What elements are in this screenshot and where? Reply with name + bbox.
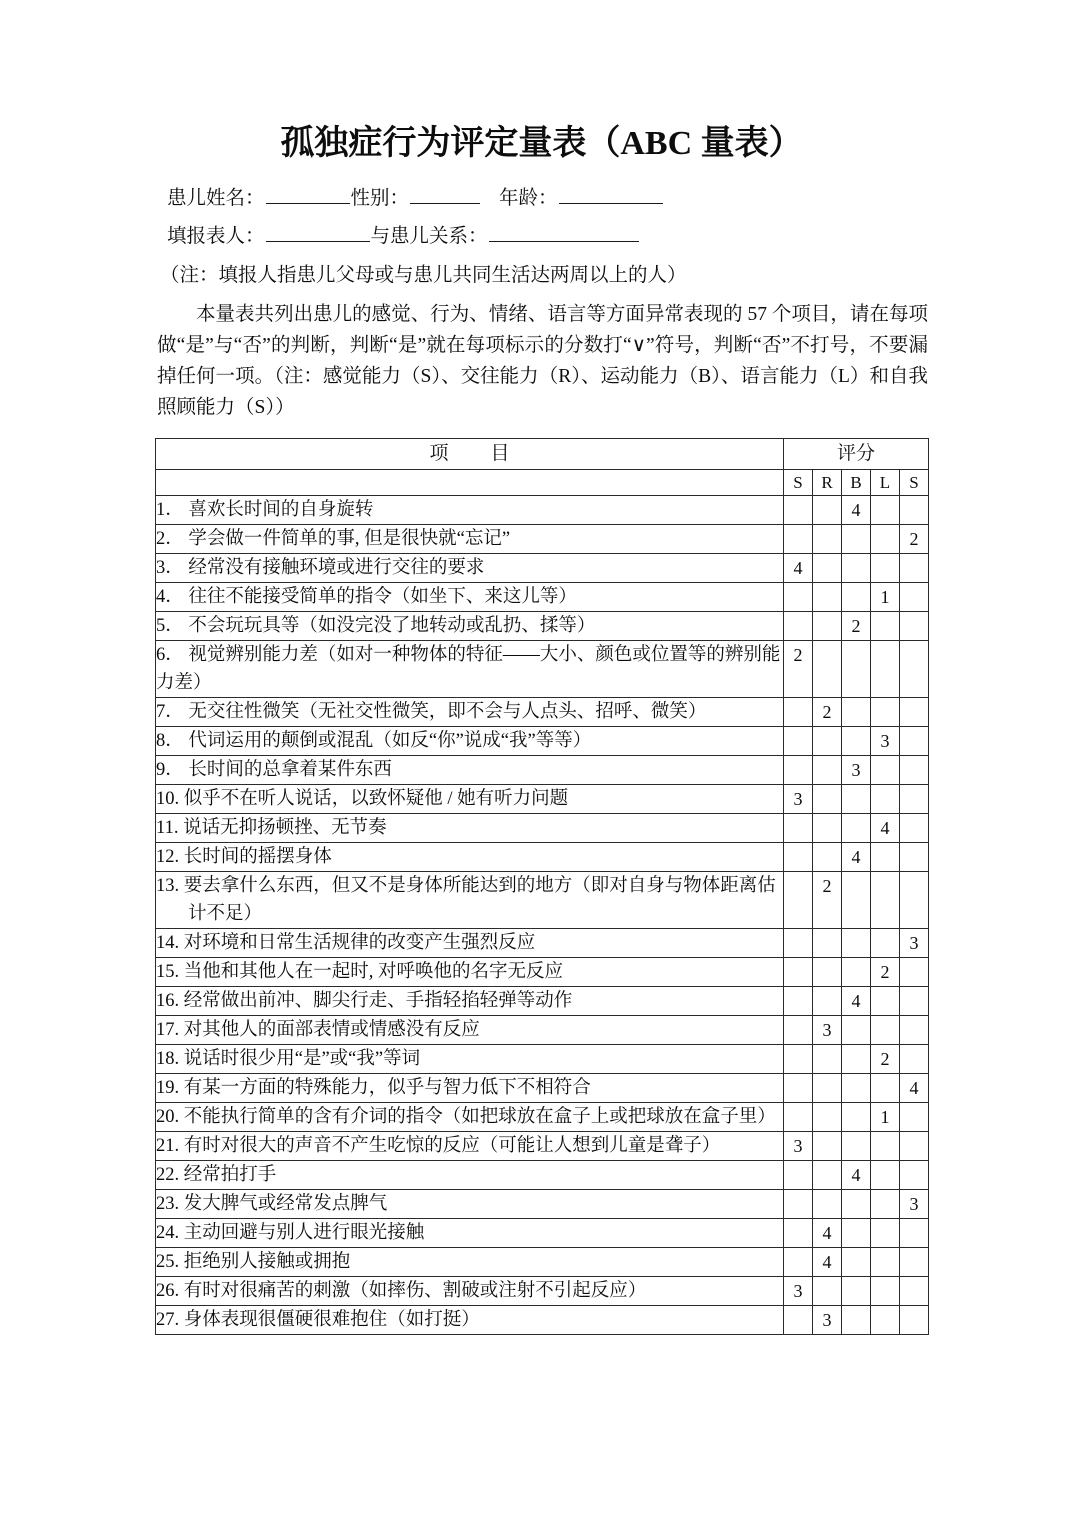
score-cell-s-5[interactable]: 3 bbox=[900, 1190, 929, 1219]
score-cell-l-4[interactable]: 3 bbox=[871, 727, 900, 756]
score-cell-b-3[interactable]: 2 bbox=[842, 612, 871, 641]
table-row bbox=[156, 727, 929, 756]
item-text: 12. 长时间的摇摆身体 bbox=[156, 847, 332, 867]
score-cell-r-2[interactable] bbox=[813, 1161, 842, 1190]
item-text-cell bbox=[156, 1016, 784, 1045]
score-cell-r-2[interactable] bbox=[813, 929, 842, 958]
column-header-s2: S bbox=[900, 470, 929, 496]
score-cell-l-4[interactable] bbox=[871, 612, 900, 641]
score-cell-r-2[interactable] bbox=[813, 525, 842, 554]
score-cell-b-3[interactable] bbox=[842, 1016, 871, 1045]
score-cell-b-3[interactable] bbox=[842, 1248, 871, 1277]
score-cell-s-1[interactable] bbox=[784, 612, 813, 641]
patient-sex-label: 性别： bbox=[350, 187, 410, 209]
table-row bbox=[156, 1016, 929, 1045]
score-cell-l-4[interactable]: 2 bbox=[871, 958, 900, 987]
score-cell-l-4[interactable]: 1 bbox=[871, 583, 900, 612]
score-cell-s-1[interactable] bbox=[784, 727, 813, 756]
column-header-score-group: 评分 bbox=[784, 439, 929, 470]
table-row bbox=[156, 929, 929, 958]
score-cell-b-3[interactable] bbox=[842, 929, 871, 958]
table-row bbox=[156, 1190, 929, 1219]
score-cell-r-2[interactable] bbox=[813, 814, 842, 843]
score-cell-l-4[interactable] bbox=[871, 785, 900, 814]
column-header-l: L bbox=[871, 470, 900, 496]
score-cell-l-4[interactable] bbox=[871, 1190, 900, 1219]
score-cell-l-4[interactable] bbox=[871, 525, 900, 554]
reporter-note: （注：填报人指患儿父母或与患儿共同生活达两周以上的人） bbox=[160, 264, 687, 286]
table-row bbox=[156, 1161, 929, 1190]
score-cell-s-5[interactable] bbox=[900, 641, 929, 698]
score-cell-b-3[interactable] bbox=[842, 1074, 871, 1103]
score-cell-r-2[interactable] bbox=[813, 756, 842, 785]
table-row bbox=[156, 583, 929, 612]
score-cell-b-3[interactable] bbox=[842, 727, 871, 756]
score-cell-s-1[interactable]: 2 bbox=[784, 641, 813, 698]
score-cell-s-5[interactable] bbox=[900, 1161, 929, 1190]
score-cell-r-2[interactable] bbox=[813, 1103, 842, 1132]
score-cell-r-2[interactable] bbox=[813, 785, 842, 814]
score-cell-r-2[interactable] bbox=[813, 1045, 842, 1074]
patient-sex-field[interactable] bbox=[410, 186, 480, 204]
score-cell-b-3[interactable] bbox=[842, 1103, 871, 1132]
score-cell-s-1[interactable] bbox=[784, 698, 813, 727]
score-cell-b-3[interactable] bbox=[842, 1306, 871, 1335]
item-text: 4． 往往不能接受简单的指令（如坐下、来这儿等） bbox=[156, 587, 577, 607]
table-row bbox=[156, 1306, 929, 1335]
table-row bbox=[156, 641, 929, 698]
score-cell-s-1[interactable] bbox=[784, 929, 813, 958]
score-cell-l-4[interactable] bbox=[871, 1161, 900, 1190]
item-text: 18. 说话时很少用“是”或“我”等词 bbox=[156, 1049, 421, 1069]
column-header-s1: S bbox=[784, 470, 813, 496]
item-text: 22. 经常拍打手 bbox=[156, 1165, 277, 1185]
score-cell-r-2[interactable]: 3 bbox=[813, 1016, 842, 1045]
column-header-b: B bbox=[842, 470, 871, 496]
score-cell-r-2[interactable]: 2 bbox=[813, 872, 842, 929]
score-cell-s-5[interactable]: 2 bbox=[900, 525, 929, 554]
patient-age-label: 年龄： bbox=[499, 187, 558, 209]
score-cell-r-2[interactable] bbox=[813, 1074, 842, 1103]
item-text-cell bbox=[156, 1248, 784, 1277]
score-cell-b-3[interactable] bbox=[842, 1132, 871, 1161]
score-cell-s-5[interactable] bbox=[900, 1045, 929, 1074]
relation-field[interactable] bbox=[489, 224, 639, 242]
item-text-cell bbox=[156, 785, 784, 814]
score-cell-r-2[interactable] bbox=[813, 496, 842, 525]
table-row bbox=[156, 1103, 929, 1132]
score-cell-s-1[interactable] bbox=[784, 525, 813, 554]
score-cell-l-4[interactable] bbox=[871, 1074, 900, 1103]
table-row bbox=[156, 1219, 929, 1248]
item-header-char-2: 目 bbox=[490, 443, 510, 464]
score-cell-s-5[interactable] bbox=[900, 814, 929, 843]
table-row bbox=[156, 525, 929, 554]
score-cell-l-4[interactable] bbox=[871, 1248, 900, 1277]
table-row bbox=[156, 814, 929, 843]
table-body bbox=[156, 496, 929, 1335]
item-text: 17. 对其他人的面部表情或情感没有反应 bbox=[156, 1020, 480, 1040]
item-text-cell bbox=[156, 727, 784, 756]
item-text-cell bbox=[156, 612, 784, 641]
score-cell-s-1[interactable] bbox=[784, 1074, 813, 1103]
score-cell-s-1[interactable] bbox=[784, 1306, 813, 1335]
score-cell-s-5[interactable] bbox=[900, 872, 929, 929]
score-cell-l-4[interactable] bbox=[871, 1132, 900, 1161]
score-cell-s-5[interactable] bbox=[900, 554, 929, 583]
item-text-cell bbox=[156, 1132, 784, 1161]
patient-name-label: 患儿姓名： bbox=[167, 187, 265, 209]
column-header-item bbox=[156, 439, 784, 470]
item-text: 15. 当他和其他人在一起时, 对呼唤他的名字无反应 bbox=[156, 962, 564, 982]
score-cell-s-1[interactable] bbox=[784, 583, 813, 612]
item-text-cell bbox=[156, 756, 784, 785]
score-cell-s-5[interactable] bbox=[900, 698, 929, 727]
item-text: 10. 似乎不在听人说话，以致怀疑他 / 她有听力问题 bbox=[156, 789, 569, 809]
item-text-cell bbox=[156, 1219, 784, 1248]
score-cell-l-4[interactable] bbox=[871, 698, 900, 727]
reporter-info-line bbox=[155, 208, 928, 247]
score-cell-r-2[interactable] bbox=[813, 1190, 842, 1219]
score-cell-s-5[interactable]: 4 bbox=[900, 1074, 929, 1103]
score-cell-s-1[interactable]: 3 bbox=[784, 1277, 813, 1306]
item-text: 19. 有某一方面的特殊能力，似乎与智力低下不相符合 bbox=[156, 1078, 591, 1098]
score-cell-b-3[interactable] bbox=[842, 1219, 871, 1248]
score-cell-l-4[interactable] bbox=[871, 1306, 900, 1335]
score-cell-b-3[interactable]: 4 bbox=[842, 496, 871, 525]
score-cell-s-1[interactable] bbox=[784, 1016, 813, 1045]
reporter-label: 填报表人： bbox=[167, 226, 265, 247]
instructions-paragraph: 本量表共列出患儿的感觉、行为、情绪、语言等方面异常表现的 57 个项目，请在每项做“是”与“否”的判断，判断“是”就在每项标示的分数打“∨”符号，判断“否”不打号，不要漏掉任何一项。（注：感觉能力（S）、交往能力（R）、运动能力（B）、语言能力（L）和自我照顾能力（S）） bbox=[157, 304, 928, 418]
item-text: 2． 学会做一件简单的事, 但是很快就“忘记” bbox=[156, 529, 511, 549]
score-cell-r-2[interactable] bbox=[813, 987, 842, 1016]
score-cell-s-1[interactable] bbox=[784, 756, 813, 785]
score-cell-b-3[interactable]: 4 bbox=[842, 987, 871, 1016]
item-text: 7． 无交往性微笑（无社交性微笑，即不会与人点头、招呼、微笑） bbox=[156, 702, 707, 722]
relation-label: 与患儿关系： bbox=[370, 226, 488, 247]
item-text: 21. 有时对很大的声音不产生吃惊的反应（可能让人想到儿童是聋子） bbox=[156, 1136, 721, 1156]
item-text-cell bbox=[156, 987, 784, 1016]
score-cell-s-1[interactable] bbox=[784, 843, 813, 872]
score-cell-s-5[interactable] bbox=[900, 756, 929, 785]
score-cell-r-2[interactable] bbox=[813, 958, 842, 987]
score-cell-s-1[interactable] bbox=[784, 1161, 813, 1190]
score-cell-s-5[interactable] bbox=[900, 785, 929, 814]
table-header-row-letters bbox=[156, 470, 929, 496]
table-row bbox=[156, 698, 929, 727]
score-cell-r-2[interactable] bbox=[813, 727, 842, 756]
score-cell-b-3[interactable] bbox=[842, 583, 871, 612]
item-text: 6． 视觉辨别能力差（如对一种物体的特征——大小、颜色或位置等的辨别能力差） bbox=[156, 645, 781, 693]
score-cell-r-2[interactable]: 4 bbox=[813, 1248, 842, 1277]
score-cell-b-3[interactable] bbox=[842, 1045, 871, 1074]
item-text: 3． 经常没有接触环境或进行交往的要求 bbox=[156, 558, 485, 578]
item-text: 27. 身体表现很僵硬很难抱住（如打挺） bbox=[156, 1310, 480, 1330]
table-row bbox=[156, 958, 929, 987]
empty-header-cell bbox=[156, 470, 784, 496]
table-row bbox=[156, 785, 929, 814]
score-cell-l-4[interactable] bbox=[871, 1219, 900, 1248]
score-cell-s-1[interactable] bbox=[784, 872, 813, 929]
score-cell-l-4[interactable] bbox=[871, 872, 900, 929]
item-text-cell bbox=[156, 1190, 784, 1219]
score-cell-s-5[interactable] bbox=[900, 1103, 929, 1132]
score-cell-s-1[interactable]: 3 bbox=[784, 1132, 813, 1161]
score-cell-l-4[interactable] bbox=[871, 496, 900, 525]
score-cell-l-4[interactable] bbox=[871, 987, 900, 1016]
score-cell-s-5[interactable] bbox=[900, 1132, 929, 1161]
score-cell-l-4[interactable]: 1 bbox=[871, 1103, 900, 1132]
score-cell-l-4[interactable] bbox=[871, 554, 900, 583]
score-cell-b-3[interactable] bbox=[842, 958, 871, 987]
score-cell-s-1[interactable] bbox=[784, 1103, 813, 1132]
item-text-cell bbox=[156, 496, 784, 525]
table-row bbox=[156, 1074, 929, 1103]
table-row bbox=[156, 1045, 929, 1074]
item-text-cell bbox=[156, 814, 784, 843]
score-cell-b-3[interactable]: 4 bbox=[842, 1161, 871, 1190]
score-cell-s-5[interactable] bbox=[900, 1219, 929, 1248]
score-cell-l-4[interactable]: 2 bbox=[871, 1045, 900, 1074]
score-cell-r-2[interactable]: 3 bbox=[813, 1306, 842, 1335]
item-text: 24. 主动回避与别人进行眼光接触 bbox=[156, 1223, 425, 1243]
score-cell-b-3[interactable] bbox=[842, 872, 871, 929]
score-cell-s-1[interactable] bbox=[784, 496, 813, 525]
score-cell-l-4[interactable] bbox=[871, 756, 900, 785]
score-cell-s-1[interactable] bbox=[784, 987, 813, 1016]
score-cell-b-3[interactable] bbox=[842, 1277, 871, 1306]
score-cell-b-3[interactable] bbox=[842, 785, 871, 814]
score-cell-r-2[interactable] bbox=[813, 1277, 842, 1306]
score-cell-s-5[interactable] bbox=[900, 583, 929, 612]
item-text-cell bbox=[156, 698, 784, 727]
score-cell-s-5[interactable] bbox=[900, 1248, 929, 1277]
item-text-cell bbox=[156, 1306, 784, 1335]
score-cell-b-3[interactable] bbox=[842, 554, 871, 583]
item-text: 13. 要去拿什么东西，但又不是身体所能达到的地方（即对自身与物体距离估计不足） bbox=[156, 876, 776, 924]
score-cell-r-2[interactable] bbox=[813, 554, 842, 583]
column-header-r: R bbox=[813, 470, 842, 496]
table-row bbox=[156, 843, 929, 872]
item-text: 14. 对环境和日常生活规律的改变产生强烈反应 bbox=[156, 933, 536, 953]
score-cell-b-3[interactable] bbox=[842, 525, 871, 554]
score-cell-b-3[interactable] bbox=[842, 698, 871, 727]
table-row bbox=[156, 612, 929, 641]
reporter-name-field[interactable] bbox=[266, 224, 370, 242]
score-cell-r-2[interactable] bbox=[813, 583, 842, 612]
item-text-cell bbox=[156, 958, 784, 987]
table-row bbox=[156, 496, 929, 525]
item-text: 20. 不能执行简单的含有介词的指令（如把球放在盒子上或把球放在盒子里） bbox=[156, 1107, 776, 1127]
patient-age-field[interactable] bbox=[559, 186, 663, 204]
item-text: 23. 发大脾气或经常发点脾气 bbox=[156, 1194, 388, 1214]
score-cell-b-3[interactable] bbox=[842, 641, 871, 698]
item-text-cell bbox=[156, 1074, 784, 1103]
score-cell-r-2[interactable]: 2 bbox=[813, 698, 842, 727]
item-text: 25. 拒绝别人接触或拥抱 bbox=[156, 1252, 351, 1272]
score-cell-s-1[interactable]: 3 bbox=[784, 785, 813, 814]
score-cell-s-5[interactable] bbox=[900, 727, 929, 756]
score-cell-s-1[interactable] bbox=[784, 814, 813, 843]
score-cell-s-5[interactable] bbox=[900, 843, 929, 872]
score-cell-s-1[interactable] bbox=[784, 958, 813, 987]
score-cell-s-1[interactable] bbox=[784, 1190, 813, 1219]
item-text: 9． 长时间的总拿着某件东西 bbox=[156, 760, 392, 780]
patient-name-field[interactable] bbox=[266, 186, 350, 204]
patient-info-line bbox=[155, 166, 928, 209]
item-text: 26. 有时对很痛苦的刺激（如摔伤、割破或注射不引起反应） bbox=[156, 1281, 647, 1301]
score-cell-l-4[interactable]: 4 bbox=[871, 814, 900, 843]
page-content bbox=[155, 0, 928, 1335]
score-cell-r-2[interactable] bbox=[813, 1132, 842, 1161]
item-text: 5． 不会玩玩具等（如没完没了地转动或乱扔、揉等） bbox=[156, 616, 596, 636]
score-cell-l-4[interactable] bbox=[871, 1016, 900, 1045]
item-text-cell bbox=[156, 929, 784, 958]
table-row bbox=[156, 1277, 929, 1306]
score-cell-r-2[interactable] bbox=[813, 641, 842, 698]
score-cell-b-3[interactable] bbox=[842, 1190, 871, 1219]
score-cell-l-4[interactable] bbox=[871, 843, 900, 872]
item-text-cell bbox=[156, 1103, 784, 1132]
item-text: 11. 说话无抑扬顿挫、无节奏 bbox=[156, 818, 387, 838]
score-cell-r-2[interactable] bbox=[813, 843, 842, 872]
item-text-cell bbox=[156, 1277, 784, 1306]
score-cell-b-3[interactable] bbox=[842, 814, 871, 843]
score-cell-s-5[interactable] bbox=[900, 1016, 929, 1045]
table-row bbox=[156, 872, 929, 929]
score-cell-l-4[interactable] bbox=[871, 641, 900, 698]
table-row bbox=[156, 756, 929, 785]
score-cell-s-5[interactable] bbox=[900, 1306, 929, 1335]
score-cell-s-1[interactable] bbox=[784, 1045, 813, 1074]
score-cell-s-5[interactable] bbox=[900, 496, 929, 525]
item-text-cell bbox=[156, 525, 784, 554]
page-title: 孤独症行为评定量表（ABC 量表） bbox=[280, 125, 803, 162]
item-text: 16. 经常做出前冲、脚尖行走、手指轻掐轻弹等动作 bbox=[156, 991, 573, 1011]
score-cell-r-2[interactable] bbox=[813, 612, 842, 641]
table-row bbox=[156, 987, 929, 1016]
item-text-cell bbox=[156, 554, 784, 583]
abc-scale-table bbox=[155, 438, 929, 1335]
item-text-cell bbox=[156, 1045, 784, 1074]
table-row bbox=[156, 1248, 929, 1277]
score-cell-s-5[interactable] bbox=[900, 987, 929, 1016]
item-text-cell bbox=[156, 1161, 784, 1190]
score-cell-s-5[interactable] bbox=[900, 612, 929, 641]
score-cell-b-3[interactable]: 4 bbox=[842, 843, 871, 872]
score-cell-b-3[interactable]: 3 bbox=[842, 756, 871, 785]
item-text-cell bbox=[156, 641, 784, 698]
item-text: 1． 喜欢长时间的自身旋转 bbox=[156, 500, 374, 520]
item-text-cell bbox=[156, 843, 784, 872]
table-row bbox=[156, 554, 929, 583]
item-text-cell bbox=[156, 583, 784, 612]
item-header-char-1: 项 bbox=[429, 443, 449, 464]
score-cell-l-4[interactable] bbox=[871, 1277, 900, 1306]
table-row bbox=[156, 1132, 929, 1161]
score-cell-s-5[interactable] bbox=[900, 1277, 929, 1306]
table-header-row-group bbox=[156, 439, 929, 470]
score-cell-s-1[interactable] bbox=[784, 1219, 813, 1248]
score-cell-s-1[interactable] bbox=[784, 1248, 813, 1277]
table-header bbox=[156, 439, 929, 496]
score-cell-s-5[interactable] bbox=[900, 958, 929, 987]
score-cell-r-2[interactable]: 4 bbox=[813, 1219, 842, 1248]
item-text: 8． 代词运用的颠倒或混乱（如反“你”说成“我”等等） bbox=[156, 731, 592, 751]
score-cell-s-1[interactable]: 4 bbox=[784, 554, 813, 583]
score-cell-s-5[interactable]: 3 bbox=[900, 929, 929, 958]
score-cell-l-4[interactable] bbox=[871, 929, 900, 958]
item-text-cell bbox=[156, 872, 784, 929]
